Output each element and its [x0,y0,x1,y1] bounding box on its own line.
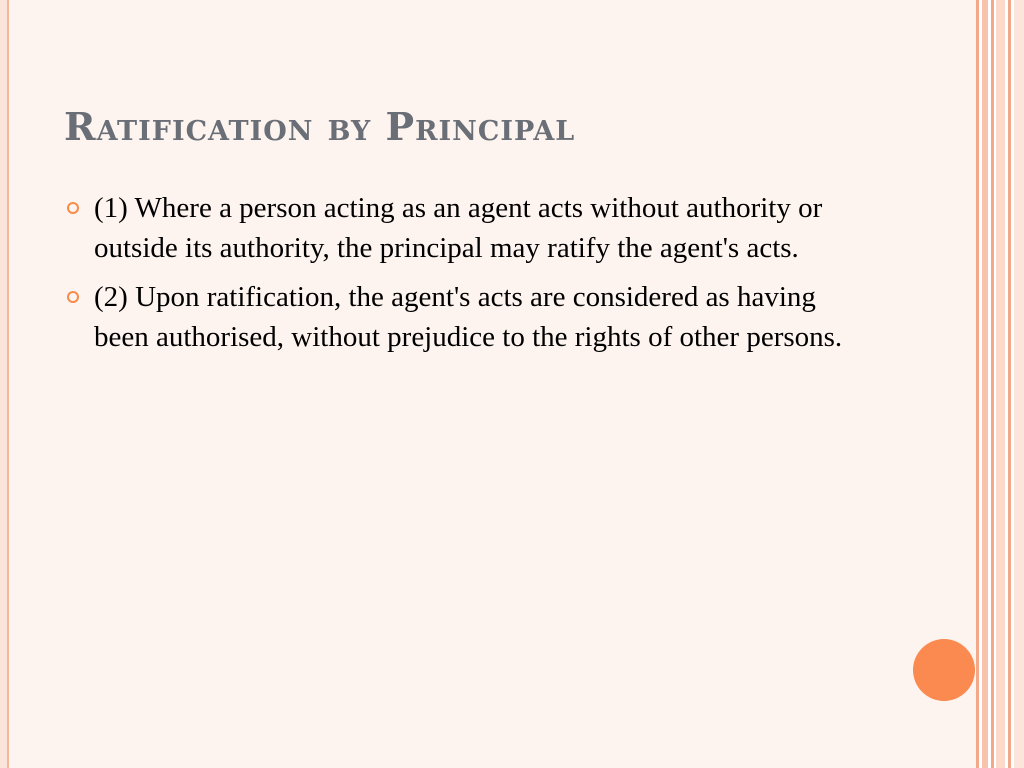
border-stripe [991,0,994,768]
circle-bullet-icon [67,291,79,303]
left-border-decoration [0,0,9,768]
accent-circle-decoration [913,639,975,701]
border-stripe [1008,0,1011,768]
slide-title: Ratification by Principal [64,104,576,149]
border-stripe [982,0,988,768]
bullet-list [64,188,864,366]
border-stripe [976,0,979,768]
border-stripe [996,0,1005,768]
bullet-text: (2) Upon ratification, the agent's acts are considered as having been authorised, without prejudice to the rights of other persons. [94,281,843,353]
bullet-item [64,277,864,357]
bullet-text: (1) Where a person acting as an agent acts without authority or outside its authority, the principal may ratify the agent's acts. [94,192,823,264]
circle-bullet-icon [67,202,79,214]
bullet-item [64,188,864,268]
border-stripe [1014,0,1024,768]
